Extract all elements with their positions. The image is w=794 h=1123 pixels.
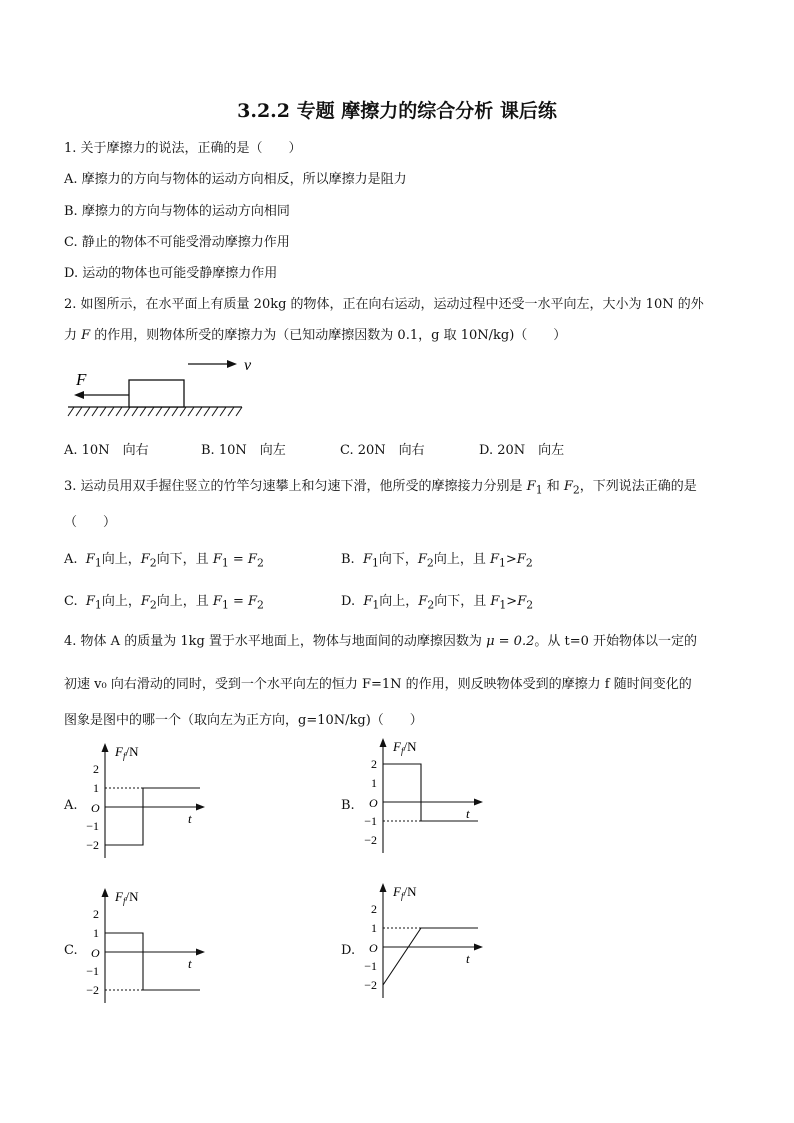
- data-line: [105, 933, 200, 990]
- x-axis-label: t: [188, 811, 192, 826]
- q4-graph-b[interactable]: [358, 735, 493, 865]
- q3-stem-line1: 3. 运动员用双手握住竖立的竹竿匀速攀上和匀速下滑，他所受的摩擦接力分别是 $F_1$ 和 $F_2$，下列说法正确的是: [64, 479, 697, 497]
- q4-stem-line2: 初速 v₀ 向右滑动的同时，受到一个水平向左的恒力 F=1N 的作用，则反映物体受到的摩擦力 f 随时间变化的: [64, 677, 692, 692]
- q3-option-d[interactable]: D. $F_1$向上，$F_2$向下，且 $F_1>F_2$: [341, 594, 534, 612]
- q1-option-b[interactable]: B. 摩擦力的方向与物体的运动方向相同: [64, 204, 290, 219]
- q3-stem-line2: （ ）: [64, 515, 117, 530]
- q1-option-d[interactable]: D. 运动的物体也可能受静摩擦力作用: [64, 266, 278, 281]
- tick-label: −1: [86, 819, 99, 833]
- y-axis-arrow: [102, 743, 109, 752]
- q2-force-diagram: [60, 350, 250, 420]
- q1-option-c[interactable]: C. 静止的物体不可能受滑动摩擦力作用: [64, 235, 290, 250]
- y-axis-arrow: [380, 738, 387, 747]
- q4-graph-c[interactable]: [80, 885, 210, 1010]
- x-axis-label: t: [466, 806, 470, 821]
- label-F: F: [76, 370, 87, 389]
- page-title: 3.2.2 专题 摩擦力的综合分析 课后练: [237, 100, 557, 122]
- q2-option-a[interactable]: A. 10N 向右: [64, 443, 149, 458]
- tick-label: 1: [93, 781, 99, 795]
- y-axis-arrow: [102, 888, 109, 897]
- q4-stem-line3: 图象是图中的哪一个（取向左为正方向，g=10N/kg)（ ）: [64, 713, 423, 728]
- q4-option-a-letter[interactable]: A.: [64, 798, 78, 813]
- data-line: [105, 788, 200, 845]
- tick-label: 2: [371, 757, 377, 771]
- block: [129, 380, 184, 407]
- q4-stem-line1: 4. 物体 A 的质量为 1kg 置于水平地面上，物体与地面间的动摩擦因数为 μ = 0.2。从 t=0 开始物体以一定的: [64, 634, 698, 649]
- tick-label: −2: [364, 978, 377, 992]
- q2-stem-line2: 力 F 的作用，则物体所受的摩擦力为（已知动摩擦因数为 0.1，g 取 10N/kg)（ ）: [64, 328, 567, 343]
- y-axis-label: $F_f/N$: [393, 884, 417, 901]
- q2-stem-line1: 2. 如图所示，在水平面上有质量 20kg 的物体，正在向右运动，运动过程中还受一水平向左，大小为 10N 的外: [64, 297, 704, 312]
- origin-label: O: [369, 941, 378, 955]
- x-axis-arrow: [474, 799, 483, 806]
- q1-option-a[interactable]: A. 摩擦力的方向与物体的运动方向相反，所以摩擦力是阻力: [64, 172, 407, 187]
- q1-stem: 1. 关于摩擦力的说法，正确的是（ ）: [64, 141, 302, 156]
- tick-label: −2: [364, 833, 377, 847]
- origin-label: O: [369, 796, 378, 810]
- q3-option-c[interactable]: C. $F_1$向上，$F_2$向上，且 $F_1 = F_2$: [64, 594, 264, 612]
- tick-label: 2: [93, 907, 99, 921]
- y-axis-label: $F_f/N$: [393, 739, 417, 756]
- y-axis-label: $F_f/N$: [115, 744, 139, 761]
- tick-label: 2: [93, 762, 99, 776]
- y-axis-arrow: [380, 883, 387, 892]
- x-axis-label: t: [466, 951, 470, 966]
- origin-label: O: [91, 946, 100, 960]
- tick-label: −1: [364, 959, 377, 973]
- tick-label: 1: [371, 776, 377, 790]
- q4-option-b-letter[interactable]: B.: [341, 798, 355, 813]
- q3-option-b[interactable]: B. $F_1$向下，$F_2$向上，且 $F_1>F_2$: [341, 552, 533, 570]
- tick-label: −1: [86, 964, 99, 978]
- origin-label: O: [91, 801, 100, 815]
- q2-option-b[interactable]: B. 10N 向左: [201, 443, 286, 458]
- q4-option-c-letter[interactable]: C.: [64, 943, 78, 958]
- x-axis-arrow: [196, 949, 205, 956]
- tick-label: −2: [86, 838, 99, 852]
- data-line: [383, 928, 478, 985]
- y-axis-label: $F_f/N$: [115, 889, 139, 906]
- data-line: [383, 764, 478, 821]
- q4-graph-d[interactable]: [358, 880, 493, 1020]
- tick-label: −1: [364, 814, 377, 828]
- label-v: v: [244, 357, 252, 374]
- q3-option-a[interactable]: A. $F_1$向上，$F_2$向下，且 $F_1 = F_2$: [64, 552, 264, 570]
- q2-option-d[interactable]: D. 20N 向左: [479, 443, 565, 458]
- q2-option-c[interactable]: C. 20N 向右: [340, 443, 425, 458]
- tick-label: 1: [93, 926, 99, 940]
- x-axis-arrow: [196, 804, 205, 811]
- tick-label: −2: [86, 983, 99, 997]
- tick-label: 2: [371, 902, 377, 916]
- q4-graph-a[interactable]: [80, 740, 210, 865]
- tick-label: 1: [371, 921, 377, 935]
- q4-option-d-letter[interactable]: D.: [341, 943, 356, 958]
- x-axis-label: t: [188, 956, 192, 971]
- x-axis-arrow: [474, 944, 483, 951]
